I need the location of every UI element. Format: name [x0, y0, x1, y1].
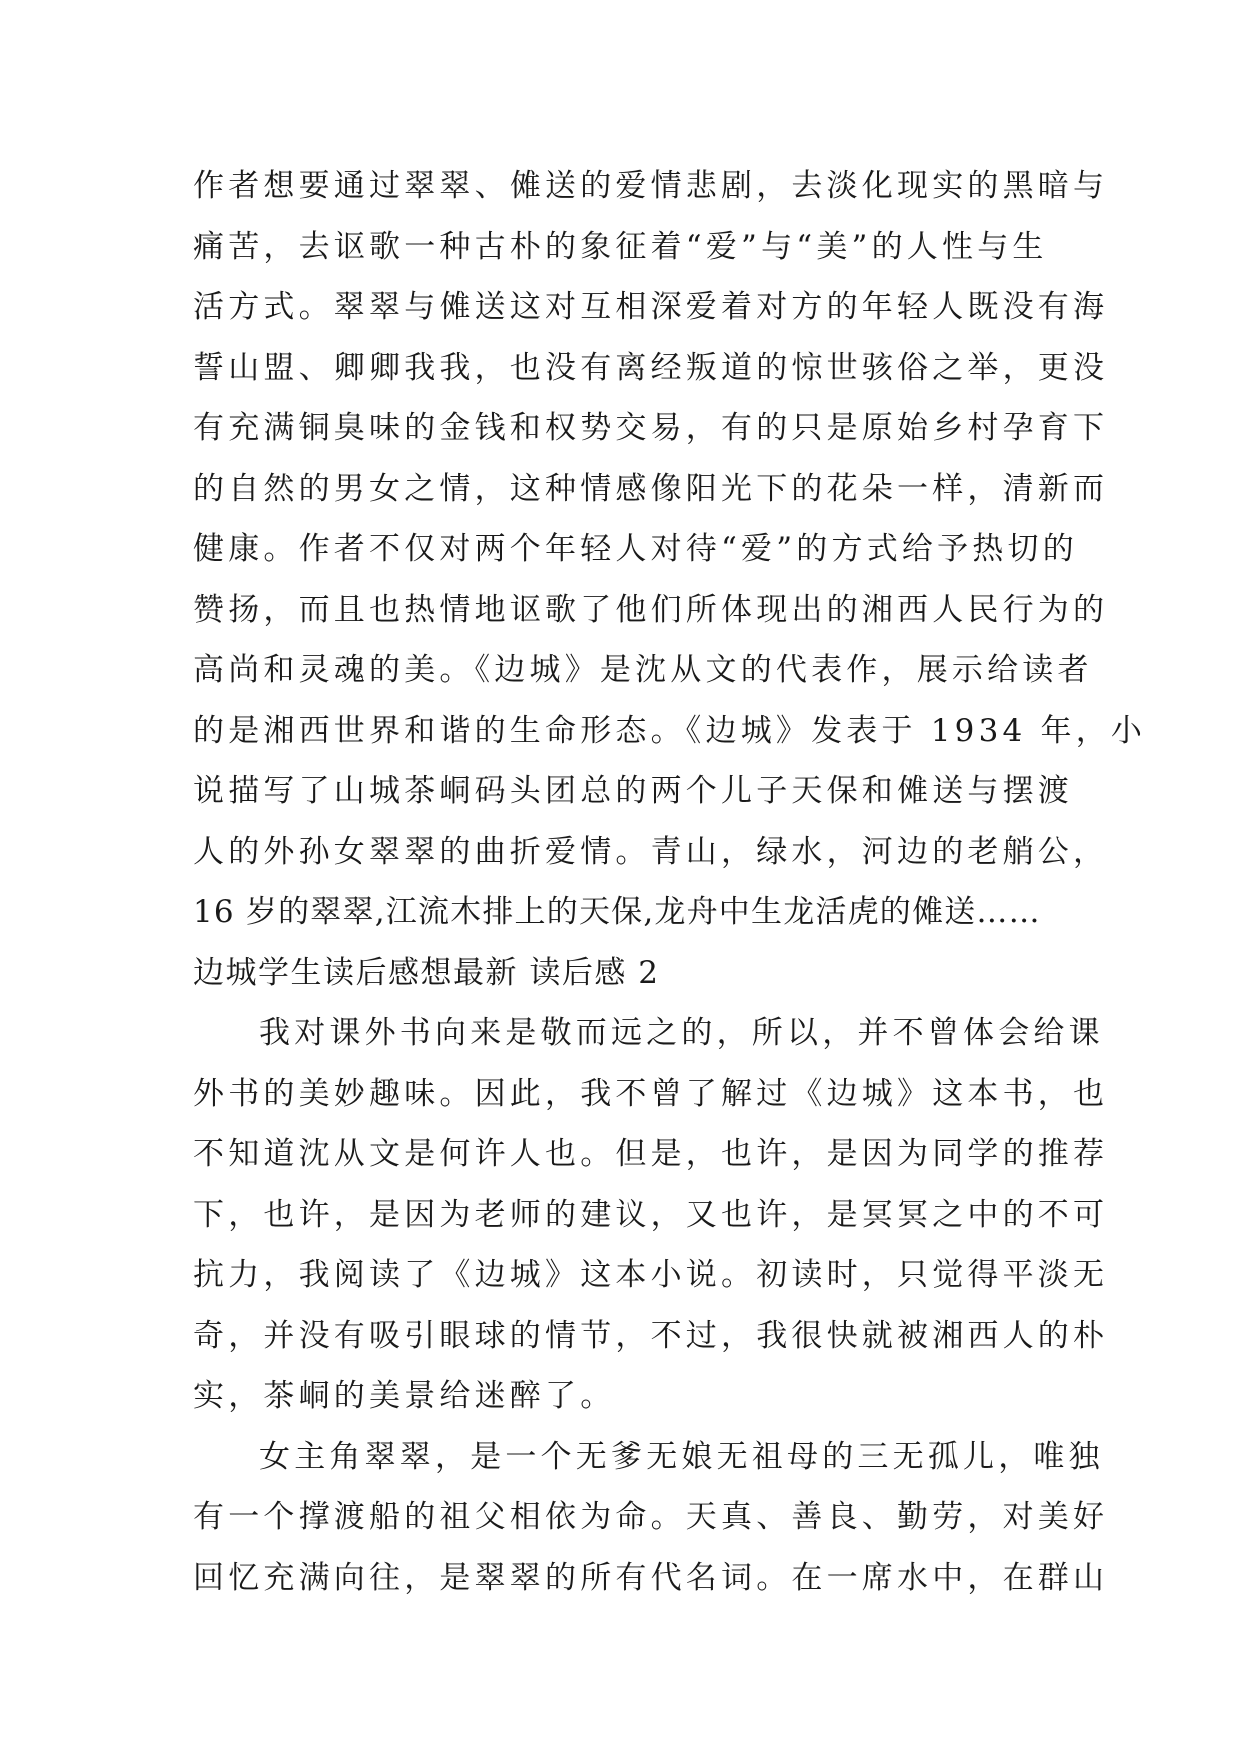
text-line: 16 岁的翠翠,江流木排上的天保,龙舟中生龙活虎的傩送…… — [193, 894, 1041, 930]
text-line: 健康。作者不仅对两个年轻人对待“爱”的方式给予热切的 — [193, 531, 1078, 567]
text-line: 说描写了山城茶峒码头团总的两个儿子天保和傩送与摆渡 — [193, 773, 1073, 809]
text-line: 下，也许，是因为老师的建议，又也许，是冥冥之中的不可 — [193, 1196, 1109, 1233]
text-line: 作者想要通过翠翠、傩送的爱情悲剧，去淡化现实的黑暗与 — [193, 168, 1109, 204]
text-line: 回忆充满向往，是翠翠的所有代名词。在一席水中，在群山 — [193, 1559, 1109, 1596]
text-line: 高尚和灵魂的美。《边城》是沈从文的代表作，展示给读者 — [193, 652, 1093, 688]
text-line: 外书的美妙趣味。因此，我不曾了解过《边城》这本书，也 — [193, 1075, 1109, 1112]
text-line: 女主角翠翠，是一个无爹无娘无祖母的三无孤儿，唯独 — [259, 1438, 1104, 1475]
text-line: 的自然的男女之情，这种情感像阳光下的花朵一样，清新而 — [193, 470, 1109, 507]
text-line: 赞扬，而且也热情地讴歌了他们所体现出的湘西人民行为的 — [193, 591, 1109, 628]
paragraph-2 — [193, 1003, 1109, 1427]
text-line: 有一个撑渡船的祖父相依为命。天真、善良、勤劳，对美好 — [193, 1499, 1109, 1535]
paragraph-3 — [193, 1427, 1109, 1609]
text-line: 我对课外书向来是敬而远之的，所以，并不曾体会给课 — [259, 1015, 1104, 1051]
paragraph-1 — [193, 156, 1147, 943]
text-line: 誓山盟、卿卿我我，也没有离经叛道的惊世骇俗之举，更没 — [193, 349, 1109, 386]
heading-line: 边城学生读后感想最新 读后感 2 — [193, 954, 660, 991]
text-line: 奇，并没有吸引眼球的情节，不过，我很快就被湘西人的朴 — [193, 1317, 1109, 1354]
text-line: 的是湘西世界和谐的生命形态。《边城》发表于 1934 年，小 — [193, 712, 1147, 749]
section-heading — [193, 943, 1053, 1004]
text-line: 实，茶峒的美景给迷醉了。 — [193, 1378, 616, 1414]
text-line: 有充满铜臭味的金钱和权势交易，有的只是原始乡村孕育下 — [193, 410, 1109, 446]
text-line: 抗力，我阅读了《边城》这本小说。初读时，只觉得平淡无 — [193, 1257, 1109, 1293]
document-page — [193, 156, 1147, 1608]
text-line: 不知道沈从文是何许人也。但是，也许，是因为同学的推荐 — [193, 1136, 1109, 1172]
text-line: 活方式。翠翠与傩送这对互相深爱着对方的年轻人既没有海 — [193, 289, 1109, 325]
text-line: 人的外孙女翠翠的曲折爱情。青山，绿水，河边的老艄公， — [193, 833, 1109, 870]
text-line: 痛苦，去讴歌一种古朴的象征着“爱”与“美”的人性与生 — [193, 228, 1048, 265]
